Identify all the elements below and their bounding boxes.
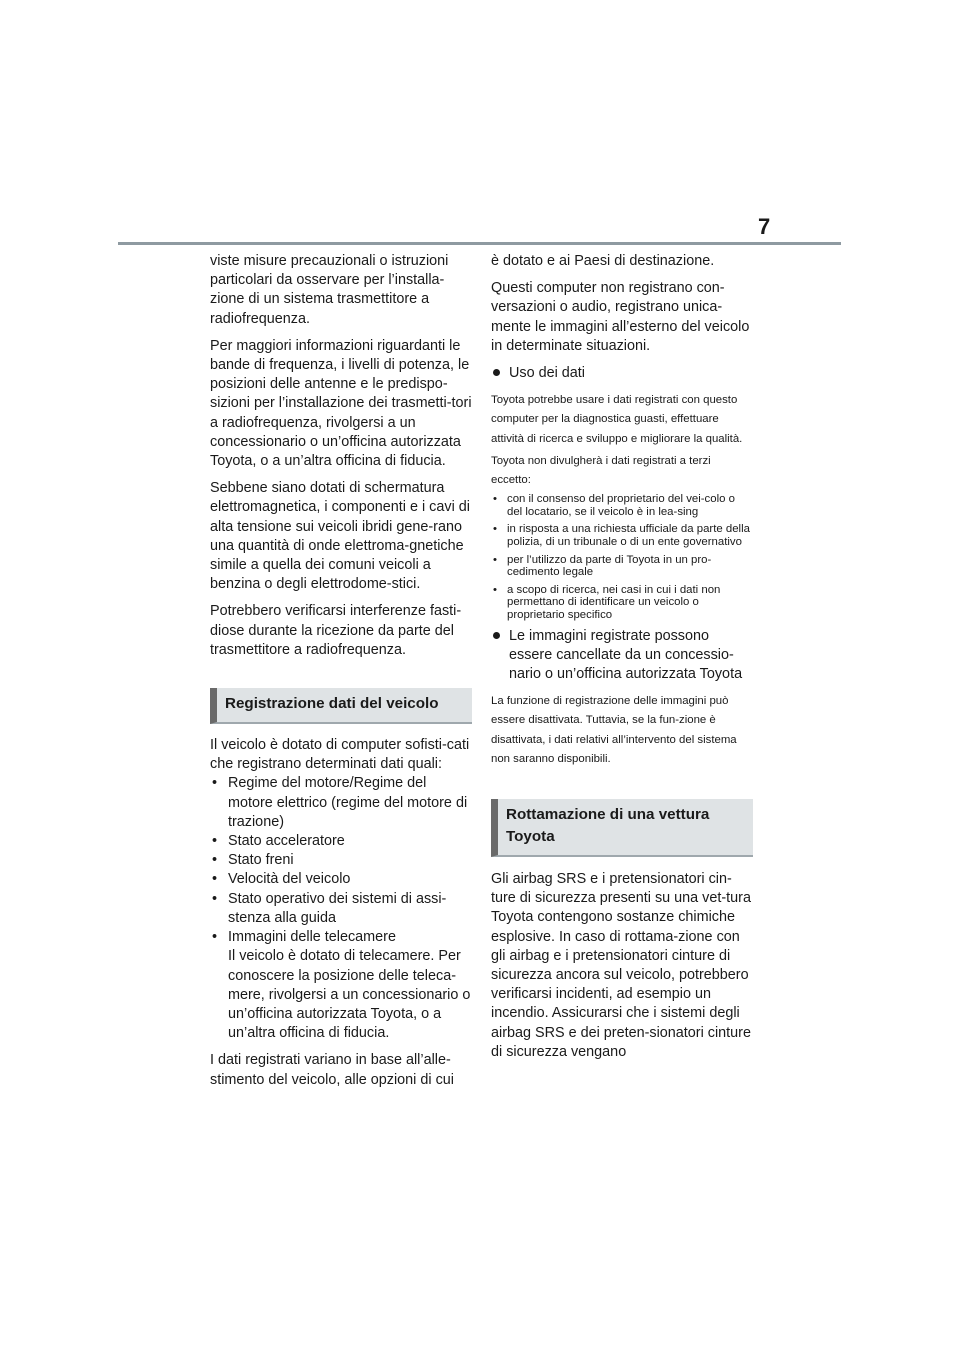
section-heading-scrapping: Rottamazione di una vettura Toyota — [491, 799, 753, 857]
bullet-dot-icon — [493, 632, 500, 639]
left-column — [210, 252, 472, 1098]
list-item: • in risposta a una richiesta ufficiale da parte della polizia, di un tribunale o di un ente governativo — [491, 523, 753, 548]
use-of-data-heading: Uso dei dati — [491, 364, 753, 383]
use-of-data-text: Toyota potrebbe usare i dati registrati con questo computer per la diagnostica guasti, effettuare attività di ricerca e sviluppo e migliorare la qualità. — [491, 394, 743, 445]
bullet-dot-icon — [493, 369, 500, 376]
continuation-text: è dotato e ai Paesi di destinazione. — [491, 253, 715, 269]
intro-paragraph: Per maggiori informazioni riguardanti le bande di frequenza, i livelli di potenza, le posizioni delle antenne e le predispo-sizioni per l’installazione dei trasmetti-tori a radiofrequenza, rivolgersi a un concessionario o un’officina autorizzata Toyota, o a un’altra officina di fiducia. — [210, 337, 472, 470]
recorded-data-list — [210, 774, 472, 1043]
section-heading-vehicle-data: Registrazione dati del veicolo — [210, 688, 472, 724]
list-item: • Velocità del veicolo — [210, 870, 472, 889]
section-intro: Il veicolo è dotato di computer sofisti-cati che registrano determinati dati quali: — [210, 737, 470, 773]
closing-paragraph: I dati registrati variano in base all’alle-stimento del veicolo, alle opzioni di cui — [210, 1052, 454, 1088]
list-item — [210, 928, 472, 1043]
header-rule — [118, 242, 841, 245]
list-item-label: Immagini delle telecamere — [228, 929, 396, 946]
intro-paragraph: viste misure precauzionali o istruzioni particolari da osservare per l’installa-zione di un sistema trasmettitore a radiofrequenza. — [210, 253, 449, 327]
list-item: • con il consenso del proprietario del vei-colo o del locatario, se il veicolo è in lea-sing — [491, 493, 753, 518]
images-heading: Le immagini registrate possono essere cancellate da un concessio-nario o un’officina autorizzata Toyota — [491, 627, 753, 685]
page-number: 7 — [758, 214, 771, 239]
images-text: La funzione di registrazione delle immagini può essere disattivata. Tuttavia, se la fun-zione è disattivata, i dati relativi all’intervento del sistema non saranno disponibili. — [491, 695, 737, 765]
computers-paragraph: Questi computer non registrano con-versazioni o audio, registrano unica-mente le immagini all’esterno del veicolo in determinate situazioni. — [491, 280, 750, 354]
intro-paragraph: Potrebbero verificarsi interferenze fasti-diose durante la ricezione da parte del trasmettitore a radiofrequenza. — [210, 603, 462, 658]
list-item: • per l’utilizzo da parte di Toyota in un pro-cedimento legale — [491, 554, 753, 579]
exceptions-list — [491, 493, 753, 621]
disclosure-text: Toyota non divulgherà i dati registrati a terzi eccetto: — [491, 454, 711, 487]
list-item: • Stato freni — [210, 851, 472, 870]
camera-note: Il veicolo è dotato di telecamere. Per conoscere la posizione delle teleca-mere, rivolgersi a un concessionario o un’officina autorizzata Toyota, o a un’altra officina di fiducia. — [228, 948, 471, 1042]
list-item: • Stato operativo dei sistemi di assi-stenza alla guida — [210, 890, 472, 928]
right-column — [491, 252, 753, 1070]
scrapping-paragraph: Gli airbag SRS e i pretensionatori cin-ture di sicurezza presenti su una vet-tura Toyota contengono sostanze chimiche esplosive. In caso di rottama-zione con gli airbag e i pretensionatori cinture di sicurezza ancora sul veicolo, potrebbero verificarsi incidenti, ad esempio un incendio. Assicurarsi che i sistemi degli airbag SRS e dei preten-sionatori cinture di sicurezza vengano — [491, 871, 751, 1060]
list-item: • Stato acceleratore — [210, 832, 472, 851]
list-item: • a scopo di ricerca, nei casi in cui i dati non permettano di identificare un veicolo o proprietario specifico — [491, 584, 753, 622]
intro-paragraph: Sebbene siano dotati di schermatura elettromagnetica, i componenti e i cavi di alta tensione sui veicoli ibridi gene-rano una quantità di onde elettroma-gnetiche simile a quella dei comuni veicoli a benzina o degli elettrodome-stici. — [210, 480, 470, 593]
list-item: • Regime del motore/Regime del motore elettrico (regime del motore di trazione) — [210, 774, 472, 832]
